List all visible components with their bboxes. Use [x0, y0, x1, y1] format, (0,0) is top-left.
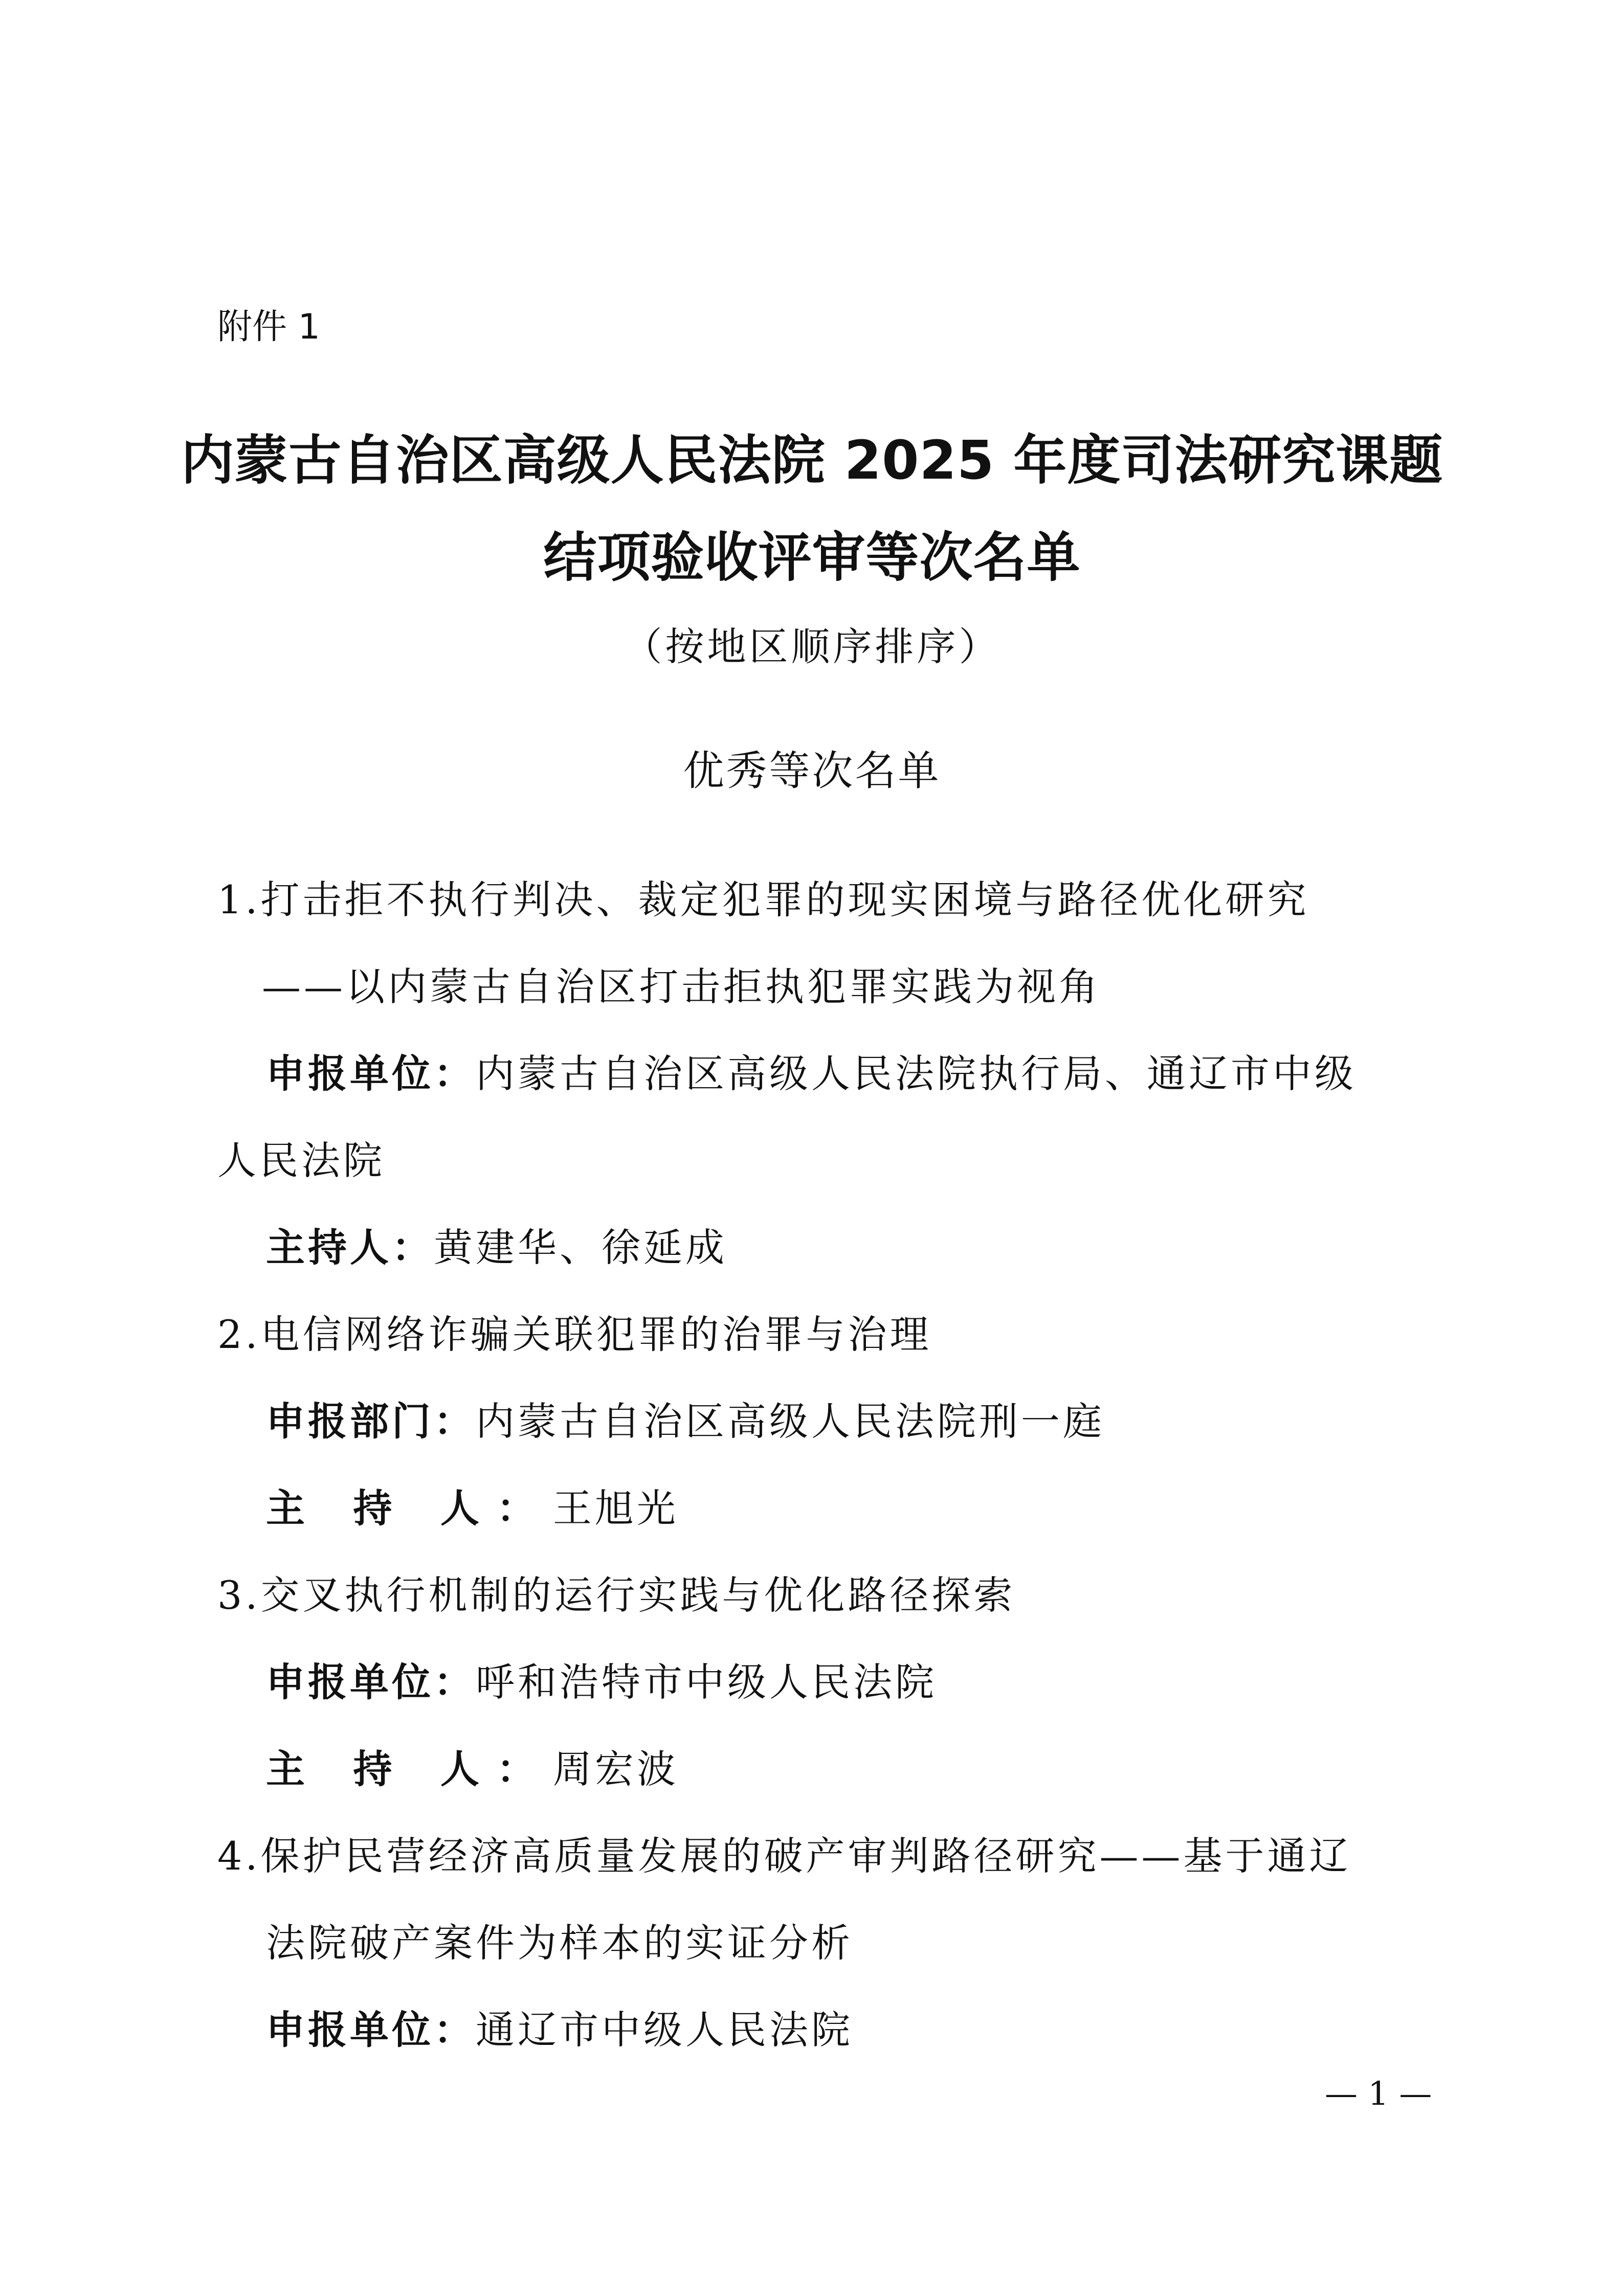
entry-1-unit-line1: 内蒙古自治区高级人民法院执行局、通辽市中级: [476, 1051, 1356, 1096]
entry-4-unit-line1: 通辽市中级人民法院: [476, 2007, 853, 2053]
entry-3-host-name: 周宏波: [552, 1746, 679, 1792]
section-title: 优秀等次名单: [683, 747, 941, 795]
entry-2-unit-line1: 内蒙古自治区高级人民法院刑一庭: [476, 1399, 1105, 1444]
entry-2-title-line1: 2.电信网络诈骗关联犯罪的治罪与治理: [217, 1312, 932, 1357]
entry-1-host-label: 主持人：: [266, 1225, 434, 1270]
entry-1-title-line1: 1.打击拒不执行判决、裁定犯罪的现实困境与路径优化研究: [217, 877, 1309, 922]
entry-3-host-label: 主 持 人：: [266, 1746, 553, 1792]
entry-2-host: [266, 1485, 679, 1532]
document-title-line2: 结项验收评审等次名单: [543, 526, 1081, 589]
entry-4-unit: [266, 2007, 853, 2053]
entry-1-host-name: 黄建华、徐延成: [434, 1225, 727, 1270]
entry-3-unit: [266, 1659, 937, 1705]
entry-2-unit: [266, 1399, 1105, 1445]
entry-3-unit-line1: 呼和浩特市中级人民法院: [476, 1659, 937, 1705]
entry-2-unit-label: 申报部门：: [266, 1399, 476, 1444]
entry-4-title-line2: 法院破产案件为样本的实证分析: [266, 1920, 853, 1966]
entry-2-host-name: 王旭光: [552, 1485, 679, 1531]
document-subtitle: （按地区顺序排序）: [623, 624, 1001, 669]
entry-1-unit-line2: 人民法院: [217, 1138, 385, 1183]
entry-1-host: [266, 1225, 727, 1271]
entry-1-unit: [266, 1051, 1356, 1097]
entry-2-host-label: 主 持 人：: [266, 1485, 553, 1531]
document-title-line1: 内蒙古自治区高级人民法院 2025 年度司法研究课题: [181, 429, 1443, 491]
entry-1-title-line2: ——以内蒙古自治区打击拒执犯罪实践为视角: [262, 964, 1101, 1009]
page-number: — 1 —: [1325, 2075, 1432, 2113]
entry-3-title-line1: 3.交叉执行机制的运行实践与优化路径探索: [217, 1572, 1016, 1618]
entry-4-unit-label: 申报单位：: [266, 2007, 476, 2053]
attachment-label: 附件 1: [217, 307, 320, 347]
entry-3-host: [266, 1746, 679, 1792]
entry-3-unit-label: 申报单位：: [266, 1659, 476, 1705]
entry-1-unit-label: 申报单位：: [266, 1051, 476, 1096]
entry-4-title-line1: 4.保护民营经济高质量发展的破产审判路径研究——基于通辽: [217, 1833, 1351, 1879]
